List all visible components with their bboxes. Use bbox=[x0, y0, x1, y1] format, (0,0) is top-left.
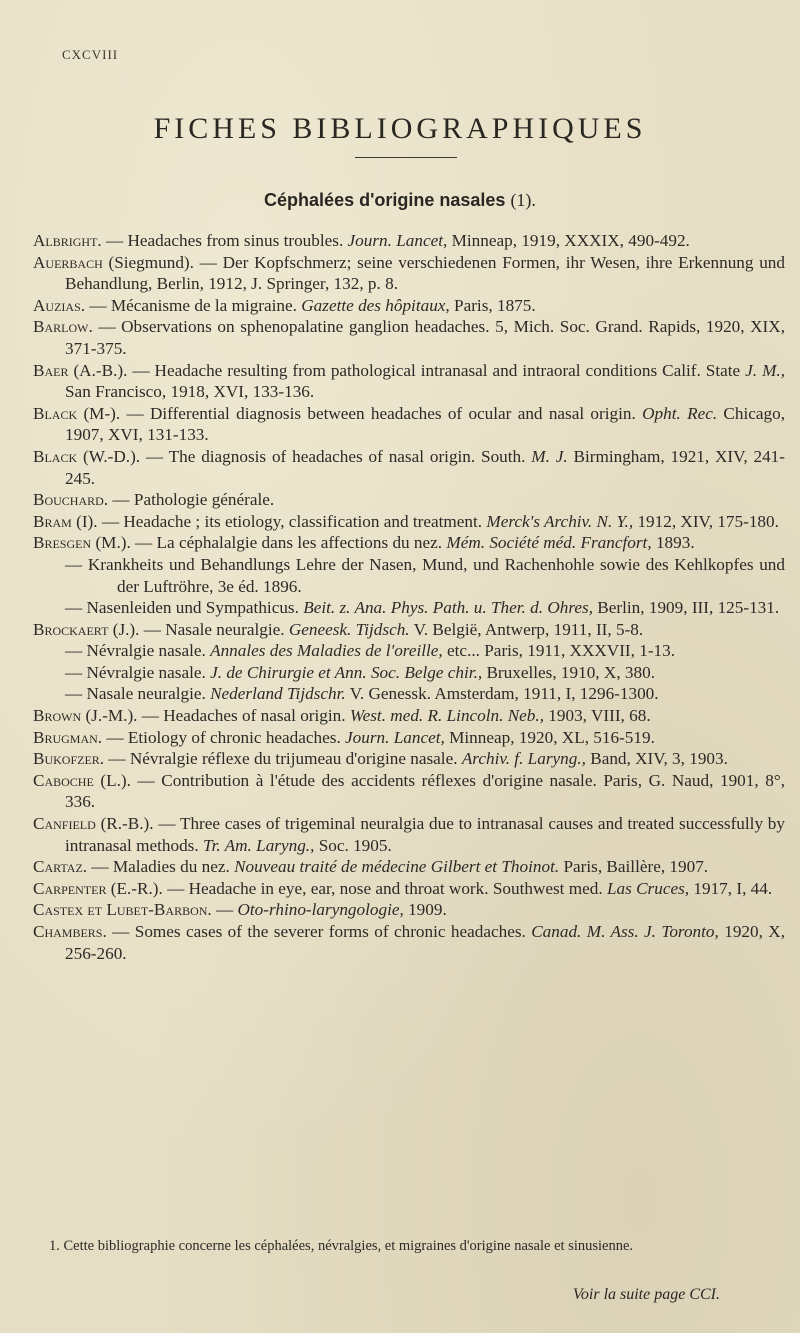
bibliography-entry bbox=[33, 360, 785, 403]
entry-journal: Nouveau traité de médecine Gilbert et Thoinot. bbox=[234, 857, 560, 877]
bibliography-entry bbox=[33, 597, 785, 619]
entry-text: (J.). — Nasale neuralgie. bbox=[108, 619, 289, 639]
page-number: CXCVIII bbox=[62, 47, 119, 62]
entry-text: (J.-M.). — Headaches of nasal origin. bbox=[81, 706, 350, 726]
entry-details: Minneap, 1919, XXXIX, 490-492. bbox=[447, 231, 690, 250]
entry-journal: Journ. Lancet, bbox=[347, 231, 448, 250]
bibliography-entry bbox=[33, 856, 785, 878]
entry-author: Auerbach bbox=[33, 252, 103, 272]
entry-text: (W.-D.). — The diagnosis of headaches of nasal origin. South. bbox=[77, 446, 532, 466]
bibliography-entry bbox=[33, 640, 785, 662]
bibliography-entry bbox=[33, 619, 785, 641]
bibliography-entry bbox=[33, 554, 785, 597]
entry-author: Brugman. bbox=[33, 727, 103, 747]
entry-details: Paris, Baillère, 1907. bbox=[559, 857, 709, 877]
bibliography-entry bbox=[33, 446, 785, 489]
entry-journal: West. med. R. Lincoln. Neb., bbox=[349, 706, 544, 726]
ditto-dash: — bbox=[65, 554, 83, 574]
entry-text: (E.-R.). — Headache in eye, ear, nose and throat work. Southwest med. bbox=[106, 878, 607, 898]
entry-details: V. België, Antwerp, 1911, II, 5-8. bbox=[409, 619, 644, 639]
bibliography-entry bbox=[33, 316, 785, 359]
entry-journal: Gazette des hôpitaux, bbox=[301, 295, 450, 315]
entry-text: Krankheits und Behandlungs Lehre der Nasen, Mund, und Rachenhohle sowie des Kehlkopfes und der Luftröhre, 3e éd. 1896. bbox=[82, 554, 785, 596]
ditto-dash: — bbox=[65, 662, 83, 682]
entry-author: Brown bbox=[33, 706, 82, 726]
entry-journal: Annales des Maladies de l'oreille, bbox=[210, 641, 443, 661]
entry-text: Nasenleiden und Sympathicus. bbox=[82, 598, 304, 618]
ditto-dash: — bbox=[65, 641, 83, 661]
entry-journal: Opht. Rec. bbox=[642, 403, 718, 423]
entry-details: Bruxelles, 1910, X, 380. bbox=[482, 662, 655, 682]
entry-details: San Francisco, 1918, XVI, 133-136. bbox=[65, 382, 315, 402]
entry-details: 1912, XIV, 175-180. bbox=[633, 511, 779, 531]
entry-journal: Archiv. f. Laryng., bbox=[461, 749, 586, 769]
entry-text: — Etiology of chronic headaches. bbox=[102, 727, 346, 747]
entry-details: Berlin, 1909, III, 125-131. bbox=[593, 598, 780, 618]
entry-text: — Observations on sphenopalatine ganglion headaches. 5, Mich. Soc. Grand. Rapids, 1920, XIX, 371-375. bbox=[65, 317, 785, 358]
entry-journal: Geneesk. Tijdsch. bbox=[288, 619, 410, 639]
entry-details: 1909. bbox=[403, 900, 447, 920]
bibliography-entry bbox=[33, 705, 785, 727]
entry-journal: J. de Chirurgie et Ann. Soc. Belge chir., bbox=[210, 662, 483, 682]
entry-journal: J. M., bbox=[745, 360, 785, 380]
entry-details: Paris, 1875. bbox=[449, 295, 536, 315]
entry-details: Soc. 1905. bbox=[314, 835, 392, 855]
footnote-ref: (1). bbox=[510, 190, 536, 210]
entry-text: — Headaches from sinus troubles. bbox=[101, 231, 348, 250]
entry-journal: Las Cruces, bbox=[606, 878, 690, 898]
entry-details: Birmingham, 1921, XIV, 241-245. bbox=[65, 446, 785, 488]
entry-text: — Somes cases of the severer forms of chronic headaches. bbox=[106, 922, 532, 941]
entry-journal: M. J. bbox=[531, 446, 568, 466]
entry-author: Carpenter bbox=[33, 878, 107, 898]
entry-author: Bram bbox=[33, 511, 72, 531]
title-rule bbox=[355, 157, 457, 158]
entry-author: Bresgen bbox=[33, 533, 92, 553]
entry-text: (Siegmund). — Der Kopfschmerz; seine verschiedenen Formen, ihr Wesen, ihre Erkennung und Behandlung, Berlin, 1912, J. Springer, 132, p. 8. bbox=[65, 252, 785, 294]
entry-details: 1920, X, 256-260. bbox=[65, 922, 785, 963]
entry-author: Chambers. bbox=[33, 922, 107, 941]
entry-text: — Névralgie réflexe du trijumeau d'origine nasale. bbox=[104, 749, 462, 769]
entry-author: Cartaz. bbox=[33, 857, 88, 877]
section-subtitle bbox=[0, 190, 800, 211]
bibliography-entry bbox=[33, 403, 785, 446]
entry-text: (A.-B.). — Headache resulting from pathological intranasal and intraoral conditions Calif. State bbox=[68, 360, 746, 380]
entry-journal: Journ. Lancet, bbox=[345, 727, 445, 747]
bibliography-entry bbox=[33, 813, 785, 856]
entry-details: 1893. bbox=[651, 533, 695, 553]
ditto-dash: — bbox=[65, 684, 83, 704]
bibliography-entry bbox=[33, 230, 785, 252]
bibliography-entry bbox=[33, 727, 785, 749]
entry-text: — bbox=[211, 900, 238, 920]
entry-details: 1903, VIII, 68. bbox=[544, 706, 651, 726]
continuation-note: Voir la suite page CCI. bbox=[572, 1286, 720, 1303]
entry-details: Minneap, 1920, XL, 516-519. bbox=[444, 727, 655, 747]
entry-text: (R.-B.). — Three cases of trigeminal neuralgia due to intranasal causes and treated successfully by intranasal methods. bbox=[65, 814, 785, 855]
bibliography-entry bbox=[33, 770, 785, 813]
entry-text: — Mécanisme de la migraine. bbox=[85, 295, 302, 315]
entry-author: Brockaert bbox=[33, 619, 109, 639]
bibliography-entry bbox=[33, 878, 785, 900]
ditto-dash: — bbox=[65, 598, 83, 618]
entry-text: (M-). — Differential diagnosis between headaches of ocular and nasal origin. bbox=[77, 403, 643, 423]
entry-author: Albright. bbox=[33, 231, 102, 250]
entry-author: Caboche bbox=[33, 770, 94, 790]
entry-text: Névralgie nasale. bbox=[82, 641, 211, 661]
entry-journal: Canad. M. Ass. J. Toronto, bbox=[531, 922, 719, 941]
entry-details: V. Genessk. Amsterdam, 1911, I, 1296-1300. bbox=[345, 684, 659, 704]
page-title: FICHES BIBLIOGRAPHIQUES bbox=[153, 112, 647, 145]
entry-journal: Beit. z. Ana. Phys. Path. u. Ther. d. Ohres, bbox=[303, 598, 593, 618]
entry-author: Black bbox=[33, 446, 78, 466]
bibliography-entry bbox=[33, 295, 785, 317]
subtitle-text: Céphalées d'origine nasales bbox=[264, 190, 506, 210]
entry-author: Black bbox=[33, 403, 78, 423]
footnote: 1. Cette bibliographie concerne les céphalées, névralgies, et migraines d'origine nasale et sinusienne. bbox=[49, 1238, 634, 1254]
entry-details: Band, XIV, 3, 1903. bbox=[585, 749, 728, 769]
entry-details: 1917, I, 44. bbox=[689, 878, 773, 898]
entry-journal: Oto-rhino-laryngologie, bbox=[237, 900, 404, 920]
entry-author: Bouchard. bbox=[33, 490, 109, 510]
entry-author: Baer bbox=[33, 360, 69, 380]
entry-text: Névralgie nasale. bbox=[82, 662, 211, 682]
bibliography-entry bbox=[33, 511, 785, 533]
entry-author: Barlow. bbox=[33, 317, 93, 337]
entry-author: Canfield bbox=[33, 814, 96, 834]
entry-journal: Nederland Tijdschr. bbox=[210, 684, 346, 704]
entry-text: (L.). — Contribution à l'étude des accidents réflexes d'origine nasale. Paris, G. Naud, 1901, 8°, 336. bbox=[65, 770, 785, 812]
entry-author: Auzias. bbox=[33, 295, 86, 315]
bibliography-entry bbox=[33, 683, 785, 705]
bibliography-list bbox=[33, 230, 785, 964]
bibliography-entry bbox=[33, 921, 785, 964]
entry-journal: Merck's Archiv. N. Y., bbox=[486, 511, 634, 531]
bibliography-entry bbox=[33, 532, 785, 554]
bibliography-entry bbox=[33, 899, 785, 921]
entry-text: — Maladies du nez. bbox=[87, 857, 235, 877]
entry-author: Castex et Lubet-Barbon. bbox=[33, 900, 212, 920]
entry-text: (I). — Headache ; its etiology, classification and treatment. bbox=[71, 511, 487, 531]
bibliography-entry bbox=[33, 662, 785, 684]
entry-journal: Mém. Société méd. Francfort, bbox=[446, 533, 652, 553]
entry-text: Nasale neuralgie. bbox=[82, 684, 211, 704]
entry-journal: Tr. Am. Laryng., bbox=[202, 835, 315, 855]
entry-details: etc... Paris, 1911, XXXVII, 1-13. bbox=[442, 641, 676, 661]
entry-author: Bukofzer. bbox=[33, 749, 105, 769]
entry-details: Chicago, 1907, XVI, 131-133. bbox=[65, 403, 785, 445]
entry-text: (M.). — La céphalalgie dans les affections du nez. bbox=[91, 533, 447, 553]
bibliography-entry bbox=[33, 748, 785, 770]
bibliography-entry bbox=[33, 252, 785, 295]
bibliography-entry bbox=[33, 489, 785, 511]
entry-text: — Pathologie générale. bbox=[108, 490, 275, 510]
